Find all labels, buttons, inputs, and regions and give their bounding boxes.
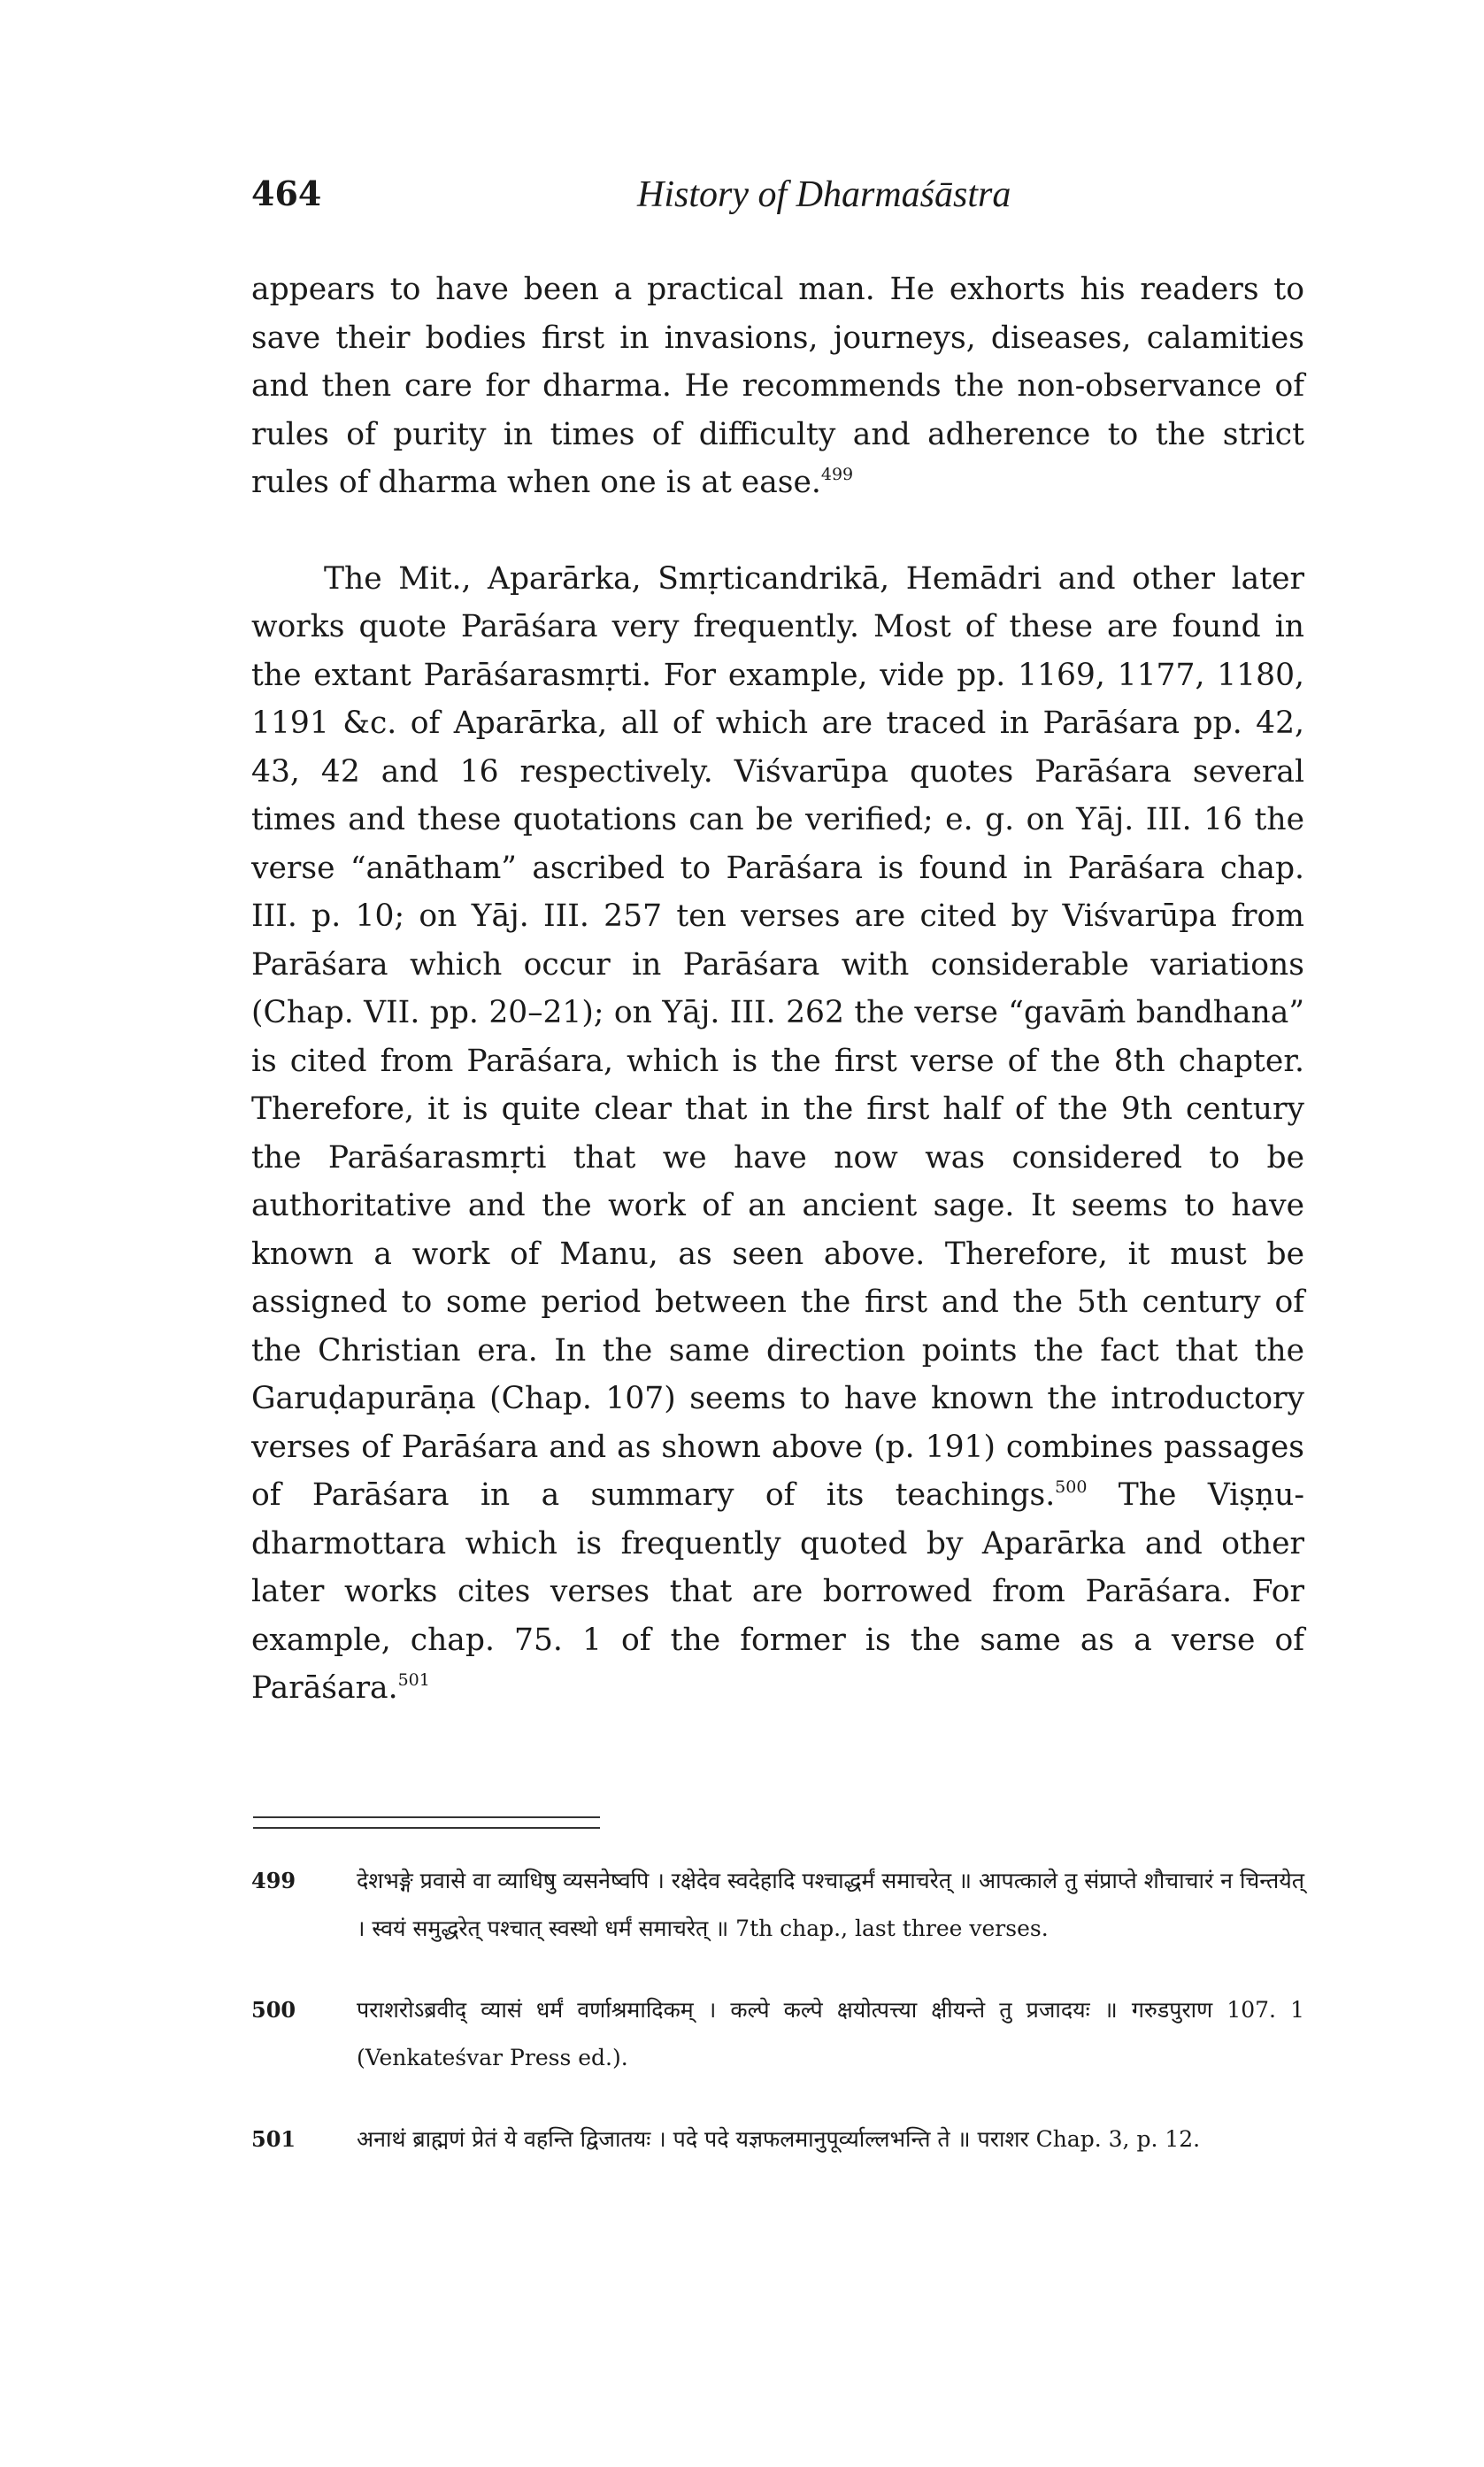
page-number: 464 — [251, 173, 322, 213]
footnote-number: 499 — [251, 1868, 296, 1893]
footnote-500 — [251, 1986, 1304, 2082]
paragraph-2 — [251, 555, 1304, 1713]
paragraph-1-text: appears to have been a practical man. He exhorts his readers to save their bodies first in invasions, journeys, diseases, calamities and then care for dharma. He recommends the non-observance of rules of purity in times of difficulty and adherence to the strict rules of dharma when one is at ease. — [251, 272, 1304, 500]
footnote-text: पराशरोऽब्रवीद् व्यासं धर्मं वर्णाश्रमादिकम् । कल्पे कल्पे क्षयोत्पत्त्या क्षीयन्ते तु प्रजादयः ॥ गरुडपुराण 107. 1 (Venkateśvar Press ed.). — [357, 1997, 1304, 2070]
footnote-number: 501 — [251, 2126, 296, 2152]
paragraph-2-text-part-1: The Mit., Aparārka, Smṛticandrikā, Hemādri and other later works quote Parāśara very frequently. Most of these are found in the extant Parāśarasmṛti. For example, vide pp. 1169, 1177, 1180, 1191 &c. of Aparārka, all of which are traced in Parāśara pp. 42, 43, 42 and 16 respectively. Viśvarūpa quotes Parāśara several times and these quotations can be verified; e. g. on Yāj. III. 16 the verse “anātham” ascribed to Parāśara is found in Parāśara chap. III. p. 10; on Yāj. III. 257 ten verses are cited by Viśvarūpa from Parāśara which occur in Parāśara with considerable variations (Chap. VII. pp. 20–21); on Yāj. III. 262 the verse “gavāṁ bandhana” is cited from Parāśara, which is the first verse of the 8th chapter. Therefore, it is quite clear that in the first half of the 9th century the Parāśarasmṛti that we have now was considered to be authoritative and the work of an ancient sage. It seems to have known a work of Manu, as seen above. Therefore, it must be assigned to some period between the first and the 5th century of the Christian era. In the same direction points the fact that the Garuḍapurāṇa (Chap. 107) seems to have known the introductory verses of Parāśara and as shown above (p. 191) combines passages of Parāśara in a summary of its teachings. — [251, 560, 1304, 1513]
body-text — [251, 266, 1304, 1713]
footnote-501 — [251, 2116, 1304, 2163]
footnote-ref-499: 499 — [820, 465, 854, 484]
footnote-rule — [253, 1816, 600, 1829]
footnote-ref-500: 500 — [1055, 1477, 1088, 1497]
paragraph-2-text-part-2: The Viṣṇu-dharmottara which is frequently quoted by Aparārka and other later works cites verses that are borrowed from Parāśara. For example, chap. 75. 1 of the former is the same as a verse of Parāśara. — [251, 1477, 1304, 1706]
paragraph-1 — [251, 266, 1304, 507]
footnote-ref-501: 501 — [397, 1670, 430, 1690]
footnote-text: अनाथं ब्राह्मणं प्रेतं ये वहन्ति द्विजातयः । पदे पदे यज्ञफलमानुपूर्व्याल्लभन्ति ते ॥ पराशर Chap. 3, p. 12. — [357, 2126, 1201, 2152]
footnote-499 — [251, 1857, 1304, 1953]
footnote-text: देशभङ्गे प्रवासे वा व्याधिषु व्यसनेष्वपि । रक्षेदेव स्वदेहादि पश्चाद्धर्मं समाचरेत् ॥ आपत्काले तु संप्राप्ते शौचाचारं न चिन्तयेत् । स्वयं समुद्धरेत् पश्चात् स्वस्थो धर्मं समाचरेत् ॥ 7th chap., last three verses. — [357, 1868, 1304, 1941]
footnote-number: 500 — [251, 1997, 296, 2023]
running-title: History of Dharmaśāstra — [637, 174, 1011, 215]
footnotes — [251, 1857, 1304, 2197]
